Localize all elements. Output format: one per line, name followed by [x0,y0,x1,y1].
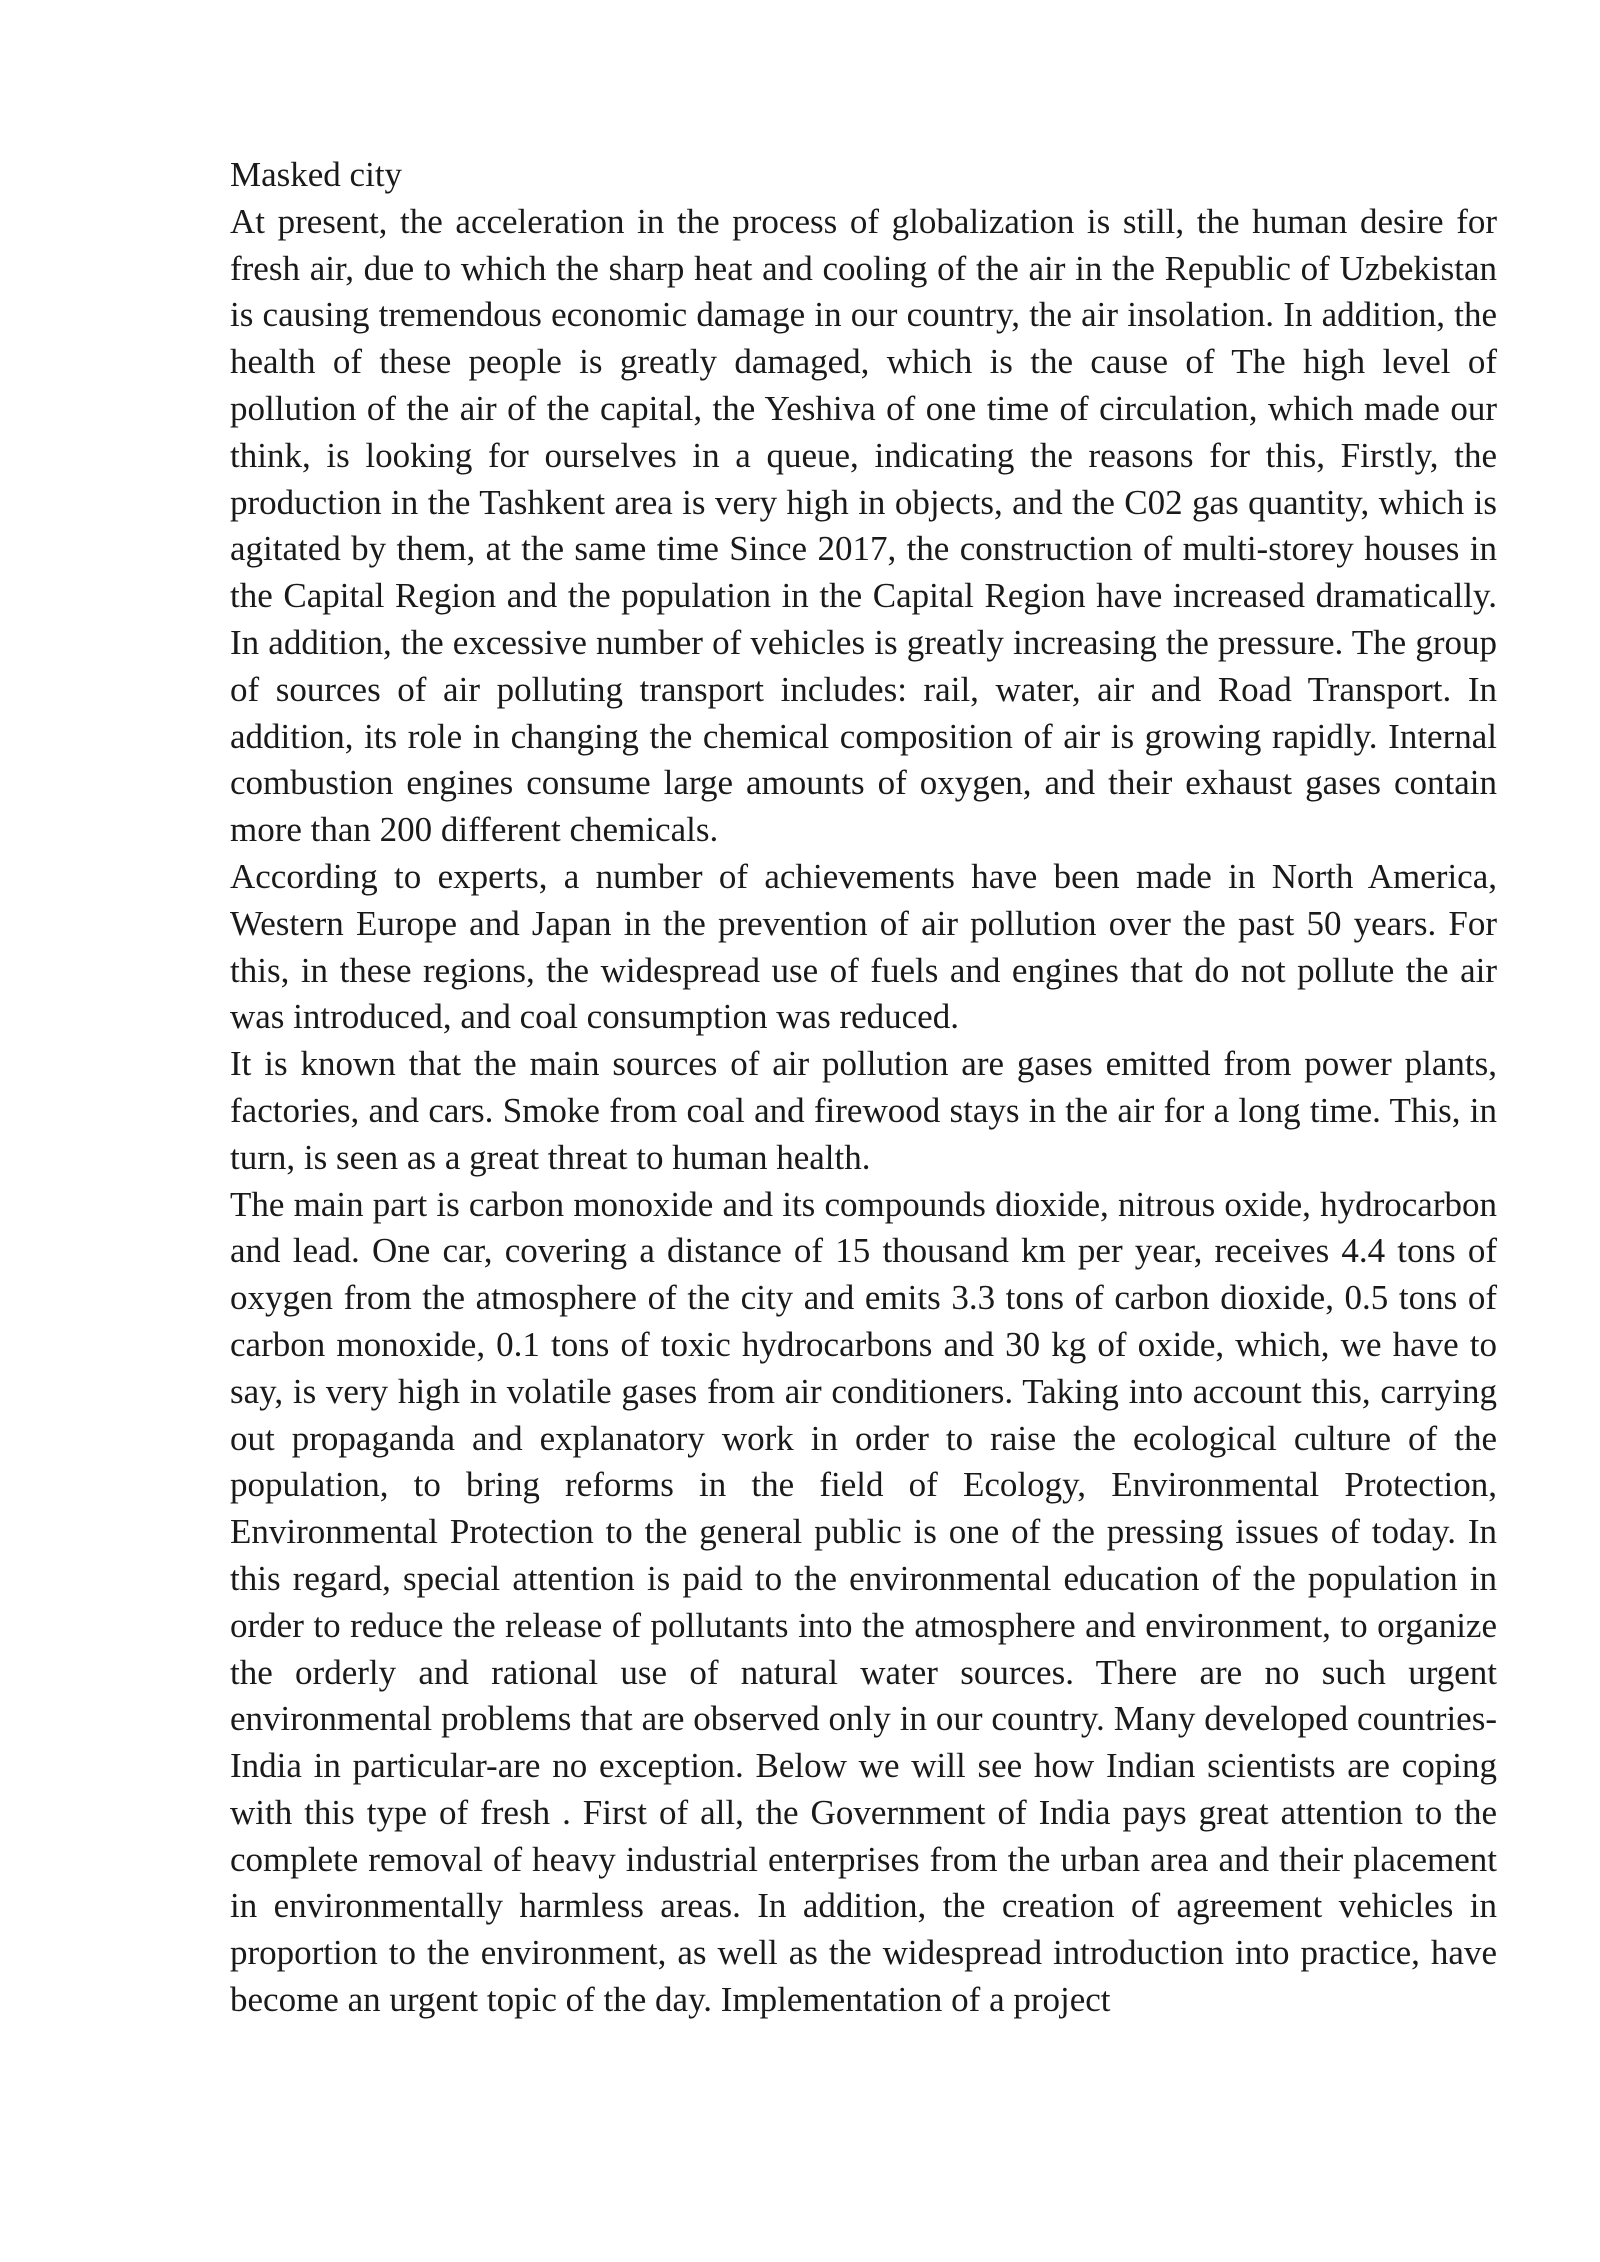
paragraph-3: It is known that the main sources of air pollution are gases emitted from power plants, factories, and cars. Smoke from coal and firewood stays in the air for a long time. This, in turn, is seen as a great threat to human health. [230,1044,1497,1177]
document-title: Masked city [230,155,403,194]
paragraph-4: The main part is carbon monoxide and its compounds dioxide, nitrous oxide, hydrocarbon and lead. One car, covering a distance of 15 thousand km per year, receives 4.4 tons of oxygen from the atmosphere of the city and emits 3.3 tons of carbon dioxide, 0.5 tons of carbon monoxide, 0.1 tons of toxic hydrocarbons and 30 kg of oxide, which, we have to say, is very high in volatile gases from air conditioners. Taking into account this, carrying out propaganda and explanatory work in order to raise the ecological culture of the population, to bring reforms in the field of Ecology, Environmental Protection, Environmental Protection to the general public is one of the pressing issues of today. In this regard, special attention is paid to the environmental education of the population in order to reduce the release of pollutants into the atmosphere and environment, to organize the orderly and rational use of natural water sources. There are no such urgent environmental problems that are observed only in our country. Many developed countries-India in particular-are no exception. Below we will see how Indian scientists are coping with this type of fresh . First of all, the Government of India pays great attention to the complete removal of heavy industrial enterprises from the urban area and their placement in environmentally harmless areas. In addition, the creation of agreement vehicles in proportion to the environment, as well as the widespread introduction into practice, have become an urgent topic of the day. Implementation of a project [230,1184,1497,2020]
paragraph-2: According to experts, a number of achievements have been made in North America, Western Europe and Japan in the prevention of air pollution over the past 50 years. For this, in these regions, the widespread use of fuels and engines that do not pollute the air was introduced, and coal consumption was reduced. [230,856,1497,1037]
document-body [230,152,1497,2024]
paragraph-1: At present, the acceleration in the process of globalization is still, the human desire for fresh air, due to which the sharp heat and cooling of the air in the Republic of Uzbekistan is causing tremendous economic damage in our country, the air insolation. In addition, the health of these people is greatly damaged, which is the cause of The high level of pollution of the air of the capital, the Yeshiva of one time of circulation, which made our think, is looking for ourselves in a queue, indicating the reasons for this, Firstly, the production in the Tashkent area is very high in objects, and the C02 gas quantity, which is agitated by them, at the same time Since 2017, the construction of multi-storey houses in the Capital Region and the population in the Capital Region have increased dramatically. In addition, the excessive number of vehicles is greatly increasing the pressure. The group of sources of air polluting transport includes: rail, water, air and Road Transport. In addition, its role in changing the chemical composition of air is growing rapidly. Internal combustion engines consume large amounts of oxygen, and their exhaust gases contain more than 200 different chemicals. [230,201,1497,850]
